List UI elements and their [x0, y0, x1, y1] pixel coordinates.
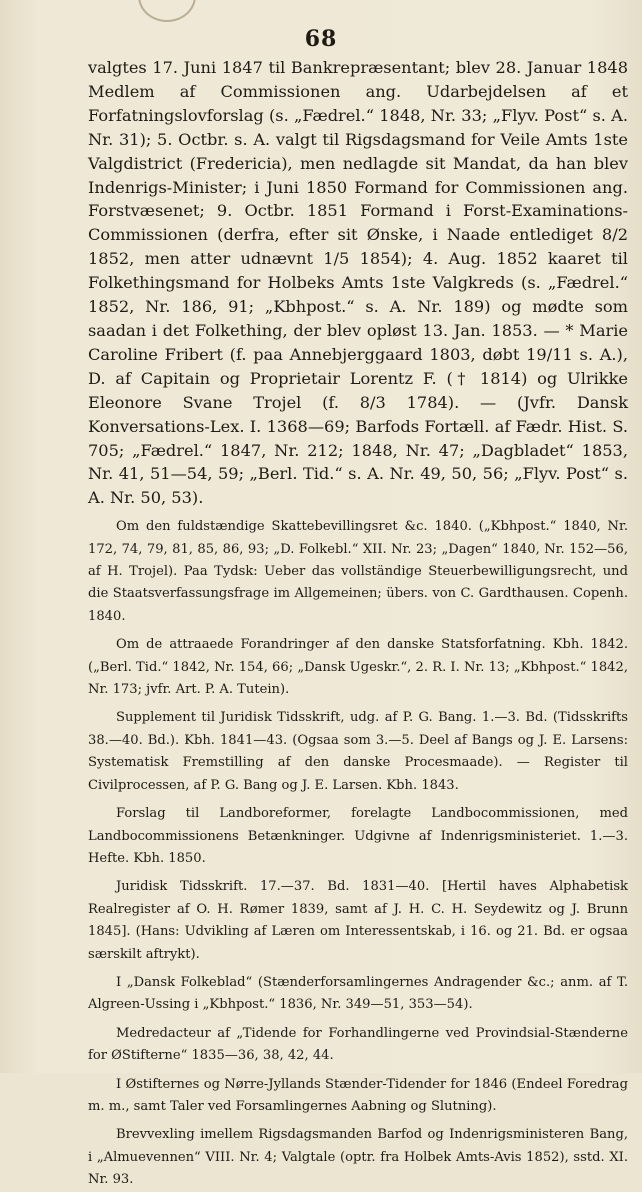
bibliography-entry: Om den fuldstændige Skattebevillingsret &c. 1840. („Kbhpost.“ 1840, Nr. 172, 74, 79, 81, 85, 86, 93; „D. Folkebl.“ XII. Nr. 23; „Dagen“ 1840, Nr. 152—56, af H. Trojel). Paa Tydsk: Ueber das vollständige Steuerbewilligungsrecht, und die Staatsverfassungsfrage im Allgemeinen; übers. von C. Gardthausen. Copenh. 1840.: [88, 519, 628, 624]
bibliography-entry: Brevvexling imellem Rigsdagsmanden Barfod og Indenrigsministeren Bang, i „Almuevennen“ VIII. Nr. 4; Valgtale (optr. fra Holbek Amts-Avis 1852), sstd. XI. Nr. 93.: [88, 1127, 628, 1188]
bibliography-entry: I „Dansk Folkeblad“ (Stænderforsamlingernes Andragender &c.; anm. af T. Algreen-Ussing i „Kbhpost.“ 1836, Nr. 349—51, 353—54).: [88, 974, 628, 1013]
bibliography-entry: Juridisk Tidsskrift. 17.—37. Bd. 1831—40. [Hertil haves Alphabetisk Realregister af O. H. Rømer 1839, samt af J. H. C. H. Seydewitz og J. Brunn 1845]. (Hans: Udvikling af Læren om Interessentskab, i 16. og 21. Bd. er ogsaa særskilt aftrykt).: [88, 879, 628, 962]
page-body: [88, 56, 628, 1192]
bibliography-entry: Forslag til Landboreformer, forelagte Landbocommissionen, med Landbocommissionens Betænkninger. Udgivne af Indenrigsministeriet. 1.—3. Hefte. Kbh. 1850.: [88, 806, 628, 866]
biography-paragraph: valgtes 17. Juni 1847 til Bankrepræsentant; blev 28. Januar 1848 Medlem af Commissionen ang. Udarbejdelsen af et Forfatningslovforslag (s. „Fædrel.“ 1848, Nr. 33; „Flyv. Post“ s. A. Nr. 31); 5. Octbr. s. A. valgt til Rigsdagsmand for Veile Amts 1ste Valgdistrict (Fredericia), men nedlagde sit Mandat, da han blev Indenrigs-Minister; i Juni 1850 Formand for Commissionen ang. Forstvæsenet; 9. Octbr. 1851 Formand i Forst-Examinations-Commissionen (derfra, efter sit Ønske, i Naade entlediget 8/2 1852, men atter udnævnt 1/5 1854); 4. Aug. 1852 kaaret til Folkethingsmand for Holbeks Amts 1ste Valgkreds (s. „Fædrel.“ 1852, Nr. 186, 91; „Kbhpost.“ s. A. Nr. 189) og mødte som saadan i det Folkething, der blev opløst 13. Jan. 1853. — * Marie Caroline Fribert (f. paa Annebjerggaard 1803, døbt 19/11 s. A.), D. af Capitain og Proprietair Lorentz F. († 1814) og Ulrikke Eleonore Svane Trojel (f. 8/3 1784). — (Jvfr. Dansk Konversations-Lex. I. 1368—69; Barfods Fortæll. af Fædr. Hist. S. 705; „Fædrel.“ 1847, Nr. 212; 1848, Nr. 47; „Dagbladet“ 1853, Nr. 41, 51—54, 59; „Berl. Tid.“ s. A. Nr. 49, 50, 56; „Flyv. Post“ s. A. Nr. 50, 53).: [88, 58, 628, 508]
bibliography-entry: Supplement til Juridisk Tidsskrift, udg. af P. G. Bang. 1.—3. Bd. (Tidsskrifts 38.—40. Bd.). Kbh. 1841—43. (Ogsaa som 3.—5. Deel af Bangs og J. E. Larsens: Systematisk Fremstilling af den danske Procesmaade). — Register til Civilprocessen, af P. G. Bang og J. E. Larsen. Kbh. 1843.: [88, 710, 628, 793]
page-number: 68: [304, 26, 338, 52]
bibliography-entry: Om de attraaede Forandringer af den danske Statsforfatning. Kbh. 1842. („Berl. Tid.“ 1842, Nr. 154, 66; „Dansk Ugeskr.“, 2. R. I. Nr. 13; „Kbhpost.“ 1842, Nr. 173; jvfr. Art. P. A. Tutein).: [88, 637, 628, 698]
bibliography-entry: I Østifternes og Nørre-Jyllands Stænder-Tidender for 1846 (Endeel Foredrag m. m., samt Taler ved Forsamlingernes Aabning og Slutning).: [88, 1076, 628, 1114]
binding-mark: [138, 0, 196, 22]
bibliography-entry: Medredacteur af „Tidende for Forhandlingerne ved Provindsial-Stænderne for ØStifterne“ 1835—36, 38, 42, 44.: [88, 1025, 628, 1064]
